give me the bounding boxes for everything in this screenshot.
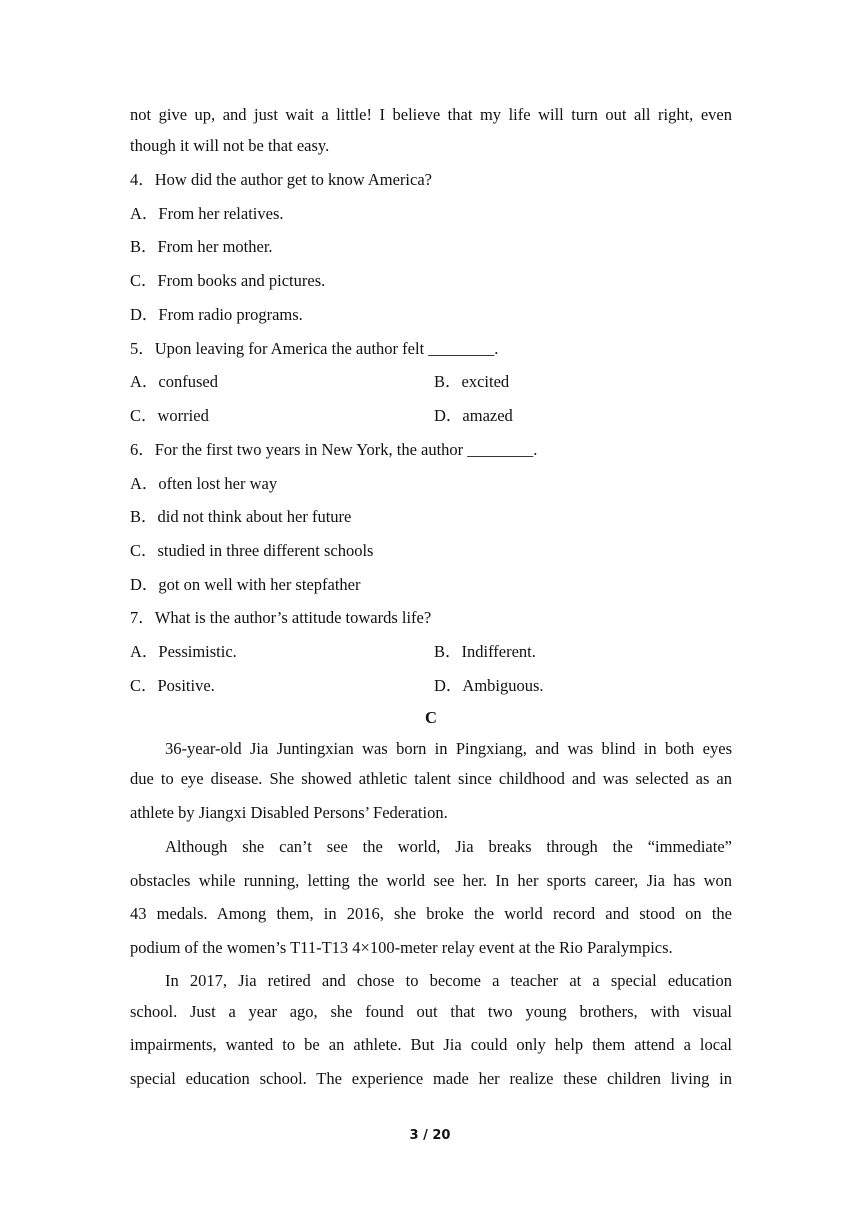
section-heading: C <box>425 708 437 727</box>
question-7-stem: 7．What is the author’s attitude towards life? <box>130 608 432 627</box>
passage-line: special education school. The experience made her realize these children living in <box>130 1069 732 1088</box>
passage-line: due to eye disease. She showed athletic talent since childhood and was selected as an <box>130 769 732 788</box>
question-4-option-c: C．From books and pictures. <box>130 271 326 290</box>
question-5-option-a: A．confused <box>130 372 218 391</box>
question-7-option-d: D．Ambiguous. <box>434 676 544 695</box>
question-5-stem: 5．Upon leaving for America the author felt ________. <box>130 339 499 358</box>
question-4-option-a: A．From her relatives. <box>130 204 284 223</box>
question-5-option-d: D．amazed <box>434 406 513 425</box>
question-4-stem: 4．How did the author get to know America? <box>130 170 432 189</box>
passage-line: obstacles while running, letting the world see her. In her sports career, Jia has won <box>130 871 732 890</box>
passage-line: athlete by Jiangxi Disabled Persons’ Federation. <box>130 803 448 822</box>
question-6-option-d: D．got on well with her stepfather <box>130 575 361 594</box>
passage-line: school. Just a year ago, she found out that two young brothers, with visual <box>130 1002 732 1021</box>
passage-line: though it will not be that easy. <box>130 136 330 155</box>
passage-line: 36-year-old Jia Juntingxian was born in Pingxiang, and was blind in both eyes <box>165 739 732 758</box>
passage-line: Although she can’t see the world, Jia breaks through the “immediate” <box>165 837 732 856</box>
question-4-option-b: B．From her mother. <box>130 237 273 256</box>
passage-line: podium of the women’s T11-T13 4×100-meter relay event at the Rio Paralympics. <box>130 938 673 957</box>
passage-line: In 2017, Jia retired and chose to become a teacher at a special education <box>165 971 732 990</box>
question-6-stem: 6．For the first two years in New York, the author ________. <box>130 440 538 459</box>
page-number: 3 / 20 <box>409 1128 451 1143</box>
passage-line: impairments, wanted to be an athlete. But Jia could only help them attend a local <box>130 1035 732 1054</box>
question-6-option-b: B．did not think about her future <box>130 507 352 526</box>
question-7-option-c: C．Positive. <box>130 676 215 695</box>
passage-line: not give up, and just wait a little! I believe that my life will turn out all right, even <box>130 105 732 124</box>
question-6-option-c: C．studied in three different schools <box>130 541 374 560</box>
question-7-option-b: B．Indifferent. <box>434 642 536 661</box>
question-4-option-d: D．From radio programs. <box>130 305 303 324</box>
question-5-option-c: C．worried <box>130 406 209 425</box>
question-5-option-b: B．excited <box>434 372 510 391</box>
question-7-option-a: A．Pessimistic. <box>130 642 237 661</box>
question-6-option-a: A．often lost her way <box>130 474 278 493</box>
passage-line: 43 medals. Among them, in 2016, she broke the world record and stood on the <box>130 904 732 923</box>
